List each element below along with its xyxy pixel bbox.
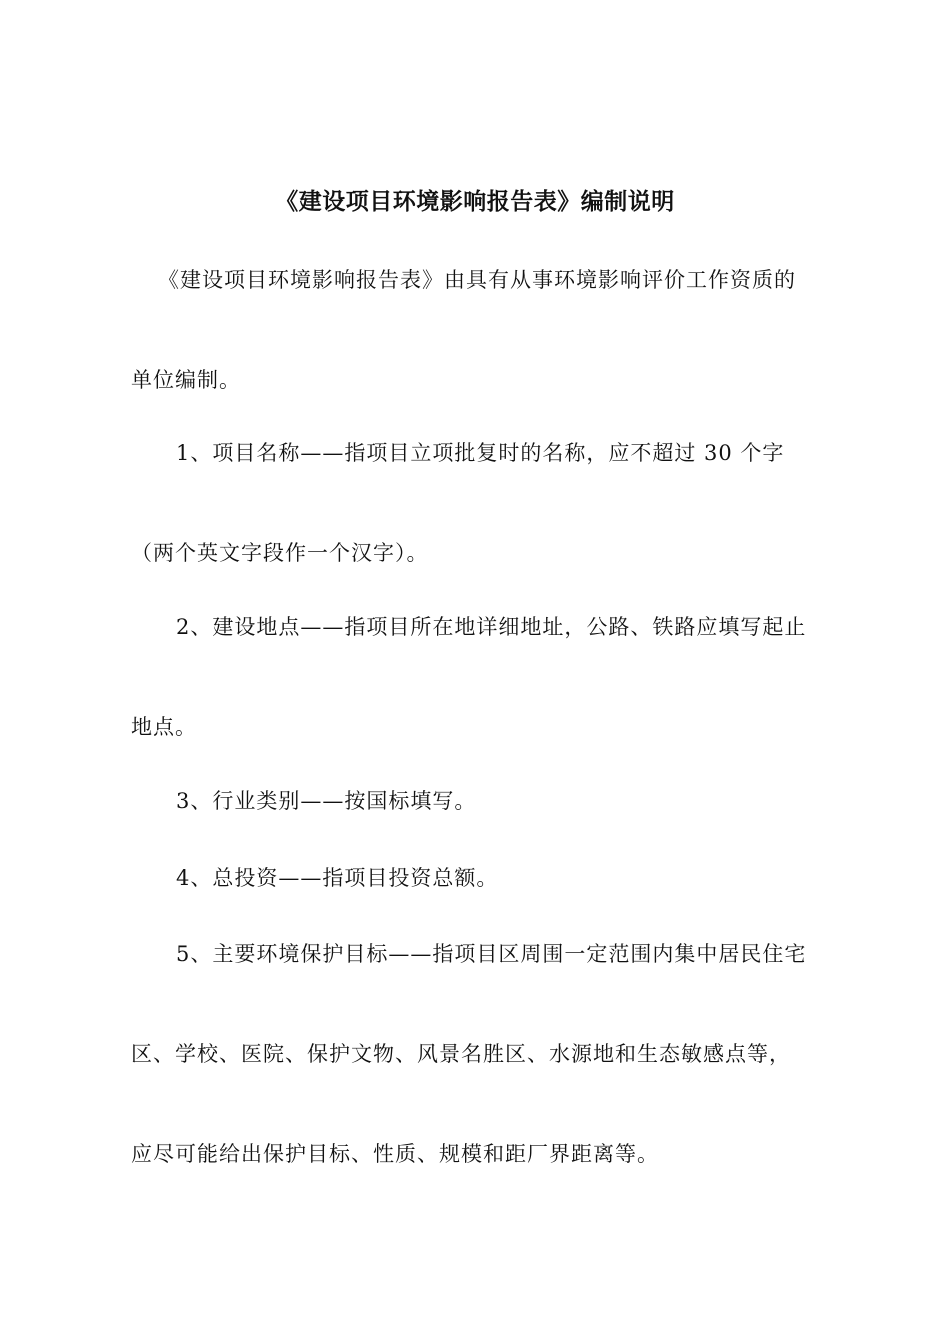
- item-5-line-2: 区、学校、医院、保护文物、风景名胜区、水源地和生态敏感点等，: [131, 1042, 791, 1066]
- item-2-line-1: 2、建设地点——指项目所在地详细地址，公路、铁路应填写起止: [176, 615, 807, 639]
- item-1-line-2: （两个英文字段作一个汉字）。: [131, 541, 429, 565]
- item-4-line-1: 4、总投资——指项目投资总额。: [176, 866, 499, 890]
- item-5-line-1: 5、主要环境保护目标——指项目区周围一定范围内集中居民住宅: [176, 942, 807, 966]
- item-5-line-3: 应尽可能给出保护目标、性质、规模和距厂界距离等。: [131, 1142, 659, 1166]
- intro-line-1: 《建设项目环境影响报告表》由具有从事环境影响评价工作资质的: [158, 268, 796, 292]
- item-3-line-1: 3、行业类别——按国标填写。: [176, 789, 477, 813]
- item-2-line-2: 地点。: [131, 715, 197, 739]
- document-title: 《建设项目环境影响报告表》编制说明: [275, 189, 675, 215]
- intro-line-2: 单位编制。: [131, 368, 241, 392]
- item-1-line-1: 1、项目名称——指项目立项批复时的名称，应不超过 30 个字: [176, 441, 785, 465]
